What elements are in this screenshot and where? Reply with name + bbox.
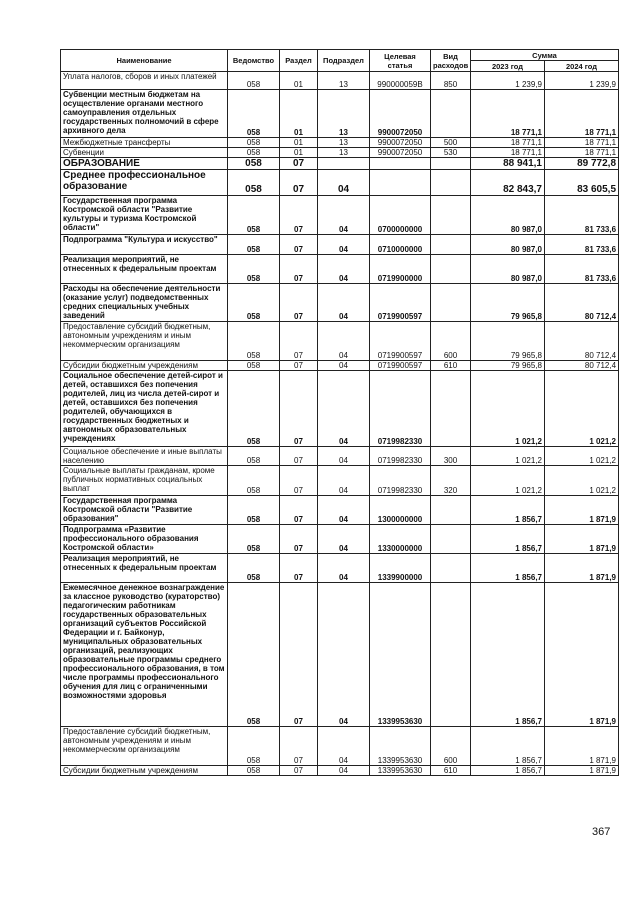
row-expense: 610 (431, 361, 471, 371)
row-subsection: 04 (318, 766, 370, 776)
row-ministry: 058 (228, 235, 280, 255)
header-sum: Сумма (471, 50, 619, 61)
row-target: 9900072050 (370, 148, 431, 158)
table-row (61, 235, 619, 255)
row-name: Государственная программа Костромской области "Развитие культуры и туризма Костромской области" (61, 196, 228, 235)
table-header (61, 50, 619, 72)
row-expense (431, 196, 471, 235)
row-ministry: 058 (228, 196, 280, 235)
row-ministry: 058 (228, 496, 280, 525)
row-subsection: 04 (318, 361, 370, 371)
table-row (61, 148, 619, 158)
row-sum-2024: 80 712,4 (545, 284, 619, 322)
row-name: Реализация мероприятий, не отнесенных к федеральным проектам (61, 554, 228, 583)
row-name: Социальные выплаты гражданам, кроме публичных нормативных социальных выплат (61, 466, 228, 496)
budget-table (60, 49, 619, 776)
row-sum-2024: 1 871,9 (545, 496, 619, 525)
row-expense: 500 (431, 138, 471, 148)
row-name: Подпрограмма "Культура и искусство" (61, 235, 228, 255)
table-row (61, 170, 619, 196)
row-target: 0719982330 (370, 371, 431, 447)
row-sum-2024: 1 871,9 (545, 554, 619, 583)
table-row (61, 766, 619, 776)
row-name: Субвенции (61, 148, 228, 158)
row-name: Предоставление субсидий бюджетным, автономным учреждениям и иным некоммерческим организациям (61, 727, 228, 766)
row-target: 1300000000 (370, 496, 431, 525)
header-ministry: Ведомство (228, 50, 280, 72)
row-ministry: 058 (228, 447, 280, 466)
row-expense: 530 (431, 148, 471, 158)
row-expense (431, 496, 471, 525)
row-subsection: 13 (318, 90, 370, 138)
row-subsection: 04 (318, 371, 370, 447)
row-target: 1330000000 (370, 525, 431, 554)
row-ministry: 058 (228, 148, 280, 158)
row-sum-2023: 1 856,7 (471, 554, 545, 583)
table-row (61, 583, 619, 727)
row-ministry: 058 (228, 583, 280, 727)
row-section: 07 (280, 322, 318, 361)
row-section: 07 (280, 447, 318, 466)
row-sum-2023: 1 021,2 (471, 466, 545, 496)
row-subsection (318, 158, 370, 170)
row-sum-2023: 79 965,8 (471, 284, 545, 322)
row-sum-2024: 18 771,1 (545, 90, 619, 138)
row-sum-2023: 18 771,1 (471, 138, 545, 148)
row-sum-2024: 1 871,9 (545, 766, 619, 776)
row-subsection: 04 (318, 554, 370, 583)
table-row (61, 255, 619, 284)
row-name: Субсидии бюджетным учреждениям (61, 766, 228, 776)
row-sum-2023: 1 856,7 (471, 727, 545, 766)
row-name: Предоставление субсидий бюджетным, автономным учреждениям и иным некоммерческим организациям (61, 322, 228, 361)
row-name: Субвенции местным бюджетам на осуществление органами местного самоуправления отдельных государственных полномочий в сфере архивного дела (61, 90, 228, 138)
row-ministry: 058 (228, 170, 280, 196)
row-target (370, 158, 431, 170)
row-target: 0719900597 (370, 284, 431, 322)
row-expense (431, 158, 471, 170)
row-subsection: 04 (318, 255, 370, 284)
row-section: 01 (280, 90, 318, 138)
row-section: 07 (280, 727, 318, 766)
row-expense (431, 284, 471, 322)
row-sum-2024: 83 605,5 (545, 170, 619, 196)
row-target: 0719900597 (370, 361, 431, 371)
row-sum-2023: 82 843,7 (471, 170, 545, 196)
row-target (370, 170, 431, 196)
header-target: Целевая статья (370, 50, 431, 72)
row-ministry: 058 (228, 322, 280, 361)
header-section: Раздел (280, 50, 318, 72)
row-name: Подпрограмма «Развитие профессионального образования Костромской области» (61, 525, 228, 554)
row-sum-2023: 1 856,7 (471, 496, 545, 525)
row-section: 07 (280, 583, 318, 727)
row-sum-2024: 18 771,1 (545, 138, 619, 148)
row-target: 1339953630 (370, 583, 431, 727)
row-sum-2024: 81 733,6 (545, 255, 619, 284)
row-target: 0710000000 (370, 235, 431, 255)
row-sum-2024: 1 021,2 (545, 447, 619, 466)
row-expense (431, 554, 471, 583)
row-subsection: 04 (318, 170, 370, 196)
row-sum-2024: 80 712,4 (545, 361, 619, 371)
row-subsection: 04 (318, 496, 370, 525)
row-ministry: 058 (228, 554, 280, 583)
row-ministry: 058 (228, 90, 280, 138)
row-sum-2024: 1 239,9 (545, 72, 619, 90)
row-target: 1339953630 (370, 766, 431, 776)
row-name: Межбюджетные трансферты (61, 138, 228, 148)
row-sum-2023: 88 941,1 (471, 158, 545, 170)
row-sum-2023: 80 987,0 (471, 235, 545, 255)
row-section: 07 (280, 235, 318, 255)
table-row (61, 727, 619, 766)
row-expense (431, 90, 471, 138)
row-expense: 850 (431, 72, 471, 90)
row-section: 07 (280, 466, 318, 496)
row-expense: 610 (431, 766, 471, 776)
row-subsection: 04 (318, 466, 370, 496)
row-sum-2024: 81 733,6 (545, 196, 619, 235)
table-row (61, 138, 619, 148)
row-sum-2024: 1 871,9 (545, 727, 619, 766)
row-section: 01 (280, 138, 318, 148)
row-expense: 600 (431, 727, 471, 766)
page-number: 367 (592, 826, 611, 838)
row-sum-2023: 80 987,0 (471, 196, 545, 235)
row-sum-2024: 1 871,9 (545, 583, 619, 727)
row-section: 07 (280, 284, 318, 322)
row-name: Государственная программа Костромской области "Развитие образования" (61, 496, 228, 525)
row-name: Реализация мероприятий, не отнесенных к федеральным проектам (61, 255, 228, 284)
row-sum-2024: 1 021,2 (545, 371, 619, 447)
header-year-2023: 2023 год (471, 61, 545, 72)
row-expense (431, 235, 471, 255)
row-subsection: 04 (318, 447, 370, 466)
row-section: 07 (280, 170, 318, 196)
row-ministry: 058 (228, 727, 280, 766)
row-ministry: 058 (228, 766, 280, 776)
row-sum-2024: 89 772,8 (545, 158, 619, 170)
row-name: Ежемесячное денежное вознаграждение за классное руководство (кураторство) педагогическим работникам государственных образовательных организаций субъектов Российской Федерации и г. Байконур, муниципальных образовательных организаций, реализующих образовательные программы среднего профессионального образования, в том числе программы профессионального обучения для лиц с ограниченными возможностями здоровья (61, 583, 228, 727)
row-ministry: 058 (228, 72, 280, 90)
row-section: 01 (280, 148, 318, 158)
row-ministry: 058 (228, 525, 280, 554)
row-target: 0719900597 (370, 322, 431, 361)
row-target: 0700000000 (370, 196, 431, 235)
row-sum-2023: 79 965,8 (471, 361, 545, 371)
row-sum-2024: 81 733,6 (545, 235, 619, 255)
row-subsection: 04 (318, 322, 370, 361)
table-row (61, 322, 619, 361)
row-section: 07 (280, 554, 318, 583)
row-sum-2023: 18 771,1 (471, 148, 545, 158)
row-subsection: 04 (318, 727, 370, 766)
row-sum-2023: 1 856,7 (471, 583, 545, 727)
header-name: Наименование (61, 50, 228, 72)
row-name: Субсидии бюджетным учреждениям (61, 361, 228, 371)
row-target: 0719982330 (370, 447, 431, 466)
header-expense: Вид расходов (431, 50, 471, 72)
row-target: 0719900000 (370, 255, 431, 284)
row-subsection: 04 (318, 583, 370, 727)
row-expense: 320 (431, 466, 471, 496)
table-row (61, 90, 619, 138)
table-row (61, 158, 619, 170)
row-name: Социальное обеспечение и иные выплаты населению (61, 447, 228, 466)
row-sum-2023: 79 965,8 (471, 322, 545, 361)
row-sum-2024: 18 771,1 (545, 148, 619, 158)
table-row (61, 466, 619, 496)
row-sum-2023: 1 021,2 (471, 371, 545, 447)
row-subsection: 04 (318, 235, 370, 255)
row-ministry: 058 (228, 158, 280, 170)
row-subsection: 13 (318, 148, 370, 158)
row-subsection: 13 (318, 138, 370, 148)
row-sum-2023: 1 021,2 (471, 447, 545, 466)
row-name: Среднее профессиональное образование (61, 170, 228, 196)
row-name: Уплата налогов, сборов и иных платежей (61, 72, 228, 90)
row-sum-2023: 18 771,1 (471, 90, 545, 138)
row-name: ОБРАЗОВАНИЕ (61, 158, 228, 170)
row-target: 9900072050 (370, 90, 431, 138)
row-ministry: 058 (228, 138, 280, 148)
table-row (61, 371, 619, 447)
row-section: 07 (280, 766, 318, 776)
row-target: 990000059В (370, 72, 431, 90)
row-subsection: 04 (318, 284, 370, 322)
row-target: 9900072050 (370, 138, 431, 148)
row-ministry: 058 (228, 371, 280, 447)
table-row (61, 447, 619, 466)
row-name: Расходы на обеспечение деятельности (оказание услуг) подведомственных средних специальных учебных заведений (61, 284, 228, 322)
table-row (61, 554, 619, 583)
row-subsection: 13 (318, 72, 370, 90)
row-section: 07 (280, 371, 318, 447)
row-subsection: 04 (318, 196, 370, 235)
row-expense: 300 (431, 447, 471, 466)
row-expense (431, 170, 471, 196)
row-section: 01 (280, 72, 318, 90)
row-sum-2023: 80 987,0 (471, 255, 545, 284)
row-sum-2024: 1 871,9 (545, 525, 619, 554)
table-row (61, 525, 619, 554)
table-row (61, 284, 619, 322)
row-section: 07 (280, 255, 318, 284)
table-row (61, 361, 619, 371)
header-year-2024: 2024 год (545, 61, 619, 72)
row-expense (431, 525, 471, 554)
row-sum-2024: 80 712,4 (545, 322, 619, 361)
row-sum-2024: 1 021,2 (545, 466, 619, 496)
row-target: 1339900000 (370, 554, 431, 583)
row-expense: 600 (431, 322, 471, 361)
row-name: Социальное обеспечение детей-сирот и детей, оставшихся без попечения родителей, лиц из числа детей-сирот и детей, оставшихся без попечения родителей, обучающихся в государственных бюджетных и автономных образовательных учреждениях (61, 371, 228, 447)
table-row (61, 496, 619, 525)
row-ministry: 058 (228, 255, 280, 284)
table-row (61, 72, 619, 90)
header-subsection: Подраздел (318, 50, 370, 72)
row-ministry: 058 (228, 284, 280, 322)
table-row (61, 196, 619, 235)
row-expense (431, 255, 471, 284)
row-target: 1339953630 (370, 727, 431, 766)
row-target: 0719982330 (370, 466, 431, 496)
row-section: 07 (280, 158, 318, 170)
row-expense (431, 371, 471, 447)
row-section: 07 (280, 525, 318, 554)
row-ministry: 058 (228, 466, 280, 496)
row-subsection: 04 (318, 525, 370, 554)
row-section: 07 (280, 496, 318, 525)
row-sum-2023: 1 856,7 (471, 525, 545, 554)
row-section: 07 (280, 196, 318, 235)
row-expense (431, 583, 471, 727)
row-ministry: 058 (228, 361, 280, 371)
row-sum-2023: 1 856,7 (471, 766, 545, 776)
row-sum-2023: 1 239,9 (471, 72, 545, 90)
row-section: 07 (280, 361, 318, 371)
